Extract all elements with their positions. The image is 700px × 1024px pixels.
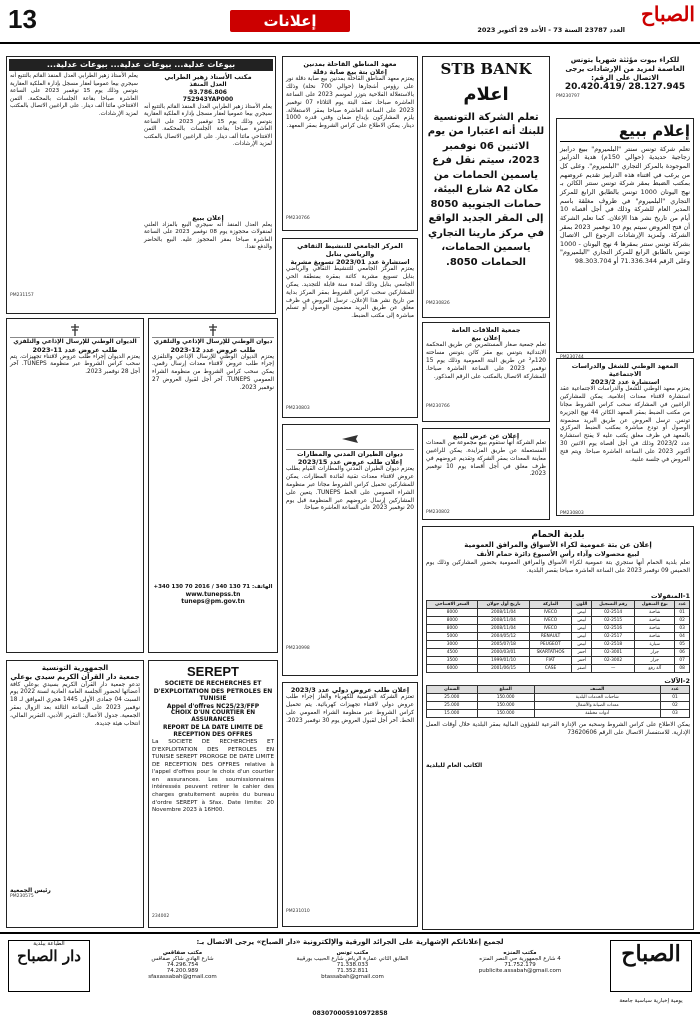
nabeul-ref: PM230803 <box>286 406 310 412</box>
table-cell: 02-2514 <box>592 609 635 617</box>
equipment-body: تعلم الشركة أنها ستقوم ببيع مجموعة من المعدات المستعملة عن طريق المزايدة. يمكن للراغبين معاينة المعدات بمقر الشركة وتقديم عروضهم في ظرف مغلق في أجل أقصاه يوم 10 نوفمبر 2023. <box>426 440 546 478</box>
tunisia-title: الجمهورية التونسية <box>41 664 109 672</box>
table-header: الماركة <box>529 601 572 609</box>
table-cell: شاحنات الخدمات البلدية <box>534 694 660 702</box>
serept-logo: SEREPT <box>186 664 239 679</box>
table-row <box>427 641 690 649</box>
table-header: عدد <box>675 601 690 609</box>
antenna-icon <box>207 323 219 337</box>
footer-left-badge <box>8 940 90 992</box>
table-cell: FIAT <box>529 657 572 665</box>
table-cell: IVECO <box>529 617 572 625</box>
footer-left-sub: الطباعة ببلدية <box>33 941 65 947</box>
footer-left-tag: دار الصباح <box>17 947 81 965</box>
table-cell: معدات الصيانة والأشغال <box>534 702 660 710</box>
table-header: اللون <box>572 601 592 609</box>
table-header: نوع المنقول <box>635 601 675 609</box>
broadcast2-web: www.tunepss.tn <box>185 590 241 598</box>
table-cell: أبيض <box>572 641 592 649</box>
section-title: إعلانات <box>230 10 350 32</box>
table-row <box>427 609 690 617</box>
office1-name: مكتب المنزه <box>503 950 537 956</box>
table-row <box>427 710 690 718</box>
broadcast1-body: يعتزم الديوان إجراء طلب عروض لاقتناء تجهيزات. يتم سحب كراس الشروط عبر منظومة TUNEPS. آخر أجل 28 نوفمبر 2023. <box>10 353 141 376</box>
nabeul-body: يعتزم المركز الجامعي للتنشيط الثقافي والرياضي بنابل تسويغ مشربة كائنة بمقره بمنطقة الحي الجامعي بنابل وذلك لمدة سنة قابلة للتجديد. يمكن للمشاركين سحب كراس الشروط بمقر المركز بداية من تاريخ نشر هذا الإعلان. ترسل العروض في ظرف مغلق عن طريق البريد مضمون الوصول أو تسلم مباشرة إلى مكتب الضبط. <box>286 266 414 320</box>
sale-notice <box>556 118 694 353</box>
table-cell: 06 <box>675 649 690 657</box>
office2-tel: 71.338.033 <box>336 962 369 968</box>
international-tender <box>282 682 418 927</box>
office1-tel: 71.752.179 <box>504 962 536 968</box>
judicial-sales <box>6 56 276 314</box>
table-header: عدد <box>660 686 689 694</box>
lawyer-subtitle: العدل المنفذ <box>189 81 227 89</box>
association-ad <box>422 322 550 422</box>
table-cell: أبيض <box>572 625 592 633</box>
institute-body: يعتزم معهد الوطني للشغل والدراسات الاجتماعية عقد استشارة لاقتناء معدات إعلامية. يمكن للمشاركين الراغبين في المشاركة سحب كراس الشروط مجانا من مكتب الضبط بمقر المعهد الكائن 44 نهج الجزيرة تونس. ترسل العروض عن طريق البريد مضمونة الوصول أو تودع مباشرة بمكتب الضبط المركزي بالمعهد في ظرف مغلق يكتب عليه لا يفتح استشارة عدد 2023/2 وذلك في أجل أقصاه يوم الاثنين 30 أكتوبر 2023 على الساعة العاشرة صباحا. ويتم فتح العروض في جلسة علنية. <box>560 386 690 463</box>
municipality-heading: بلدية الحمام <box>531 530 585 540</box>
table-row <box>427 617 690 625</box>
serept-body: La SOCIETE DE RECHERCHES ET D'EXPLOITATION DES PETROLES EN TUNISIE SEREPT PROROGE DE DATE LIMITE DE RECEPTION DES OFFRES relative à l'appel d'offres pour le choix d'un courtier en assurances. Les soumissionnaires intéressés peuvent retirer le cahier des charges gratuitement auprès du bureau d'ordre SEREPT à Sfax. Date limite: 20 Novembre 2023 à 16H00. <box>152 739 274 814</box>
table-cell: 07 <box>675 657 690 665</box>
municipality-title: إعلان عن بتة عمومية لكراء الأسواق والمرافق العمومية <box>464 541 652 550</box>
table-cell: 02-3002 <box>592 657 635 665</box>
footer-office-3 <box>100 950 265 980</box>
table-cell: 1999/01/10 <box>478 657 529 665</box>
table-row <box>427 665 690 673</box>
aviation-subtitle: إعلان طلب عروض عدد 2023/15 <box>297 458 403 467</box>
tunisia-ref: PM230575 <box>10 894 34 899</box>
table-cell: CASE <box>529 665 572 673</box>
vehicles-table <box>426 600 690 673</box>
table-row <box>427 633 690 641</box>
table-cell: 02 <box>660 702 689 710</box>
table-cell: 25.000 <box>427 702 478 710</box>
table-cell: 08 <box>675 665 690 673</box>
stb-logo <box>426 60 546 78</box>
broadcast2-phone: الهاتف: 71 130 340 / 2016 70 130 340+ <box>153 583 273 590</box>
broadcast2-title: ديوان الوطني للإرسال الإذاعي والتلفزي <box>153 338 273 345</box>
office2-email: btassabah@gmail.com <box>321 974 384 980</box>
table-row <box>427 702 690 710</box>
broadcast2-email: tuneps@pm.gov.tn <box>181 598 245 605</box>
intl-title: إعلان طلب عروض دولي عدد 2023/3 <box>290 686 410 694</box>
table-cell: 02-2518 <box>592 641 635 649</box>
tunisia-body: تدعو جمعية دار القرآن الكريم بسيدي بوعلي كافة أعضائها لحضور الجلسة العامة العادية لسنة 2022 يوم السبت 04 جمادى الأولى 1445 هجري الموافق لـ 18 نوفمبر 2023 على الساعة الثالثة بعد الزوال بمقر الجمعية. جدول الأعمال: التقرير الأدبي، التقرير المالي، انتخاب هيئة جديدة. <box>10 681 141 727</box>
table-row <box>427 694 690 702</box>
footer-bar <box>0 932 700 1024</box>
stb-logo-text: STB BANK <box>440 60 532 78</box>
table-cell: 6000 <box>427 665 478 673</box>
arid-ref: PM230766 <box>286 216 310 222</box>
tunisia-sign: رئيس الجمعية <box>10 886 51 894</box>
association-title: جمعية العلاقات العامة <box>451 326 521 334</box>
municipality-footer: يمكن الاطلاع على كراس الشروط وسحبه من الإدارة الفرعية للشؤون المالية بمقر البلدية خلال أوقات العمل الإدارية. للاستفسار الاتصال على الرقم 73620606 <box>426 722 690 736</box>
table-cell: 3000 <box>427 641 478 649</box>
equipment-sale-ad <box>422 428 550 520</box>
institute-title: المعهد الوطني للشغل والدراسات الاجتماعية <box>571 362 679 379</box>
table-cell: 2008/11/04 <box>478 625 529 633</box>
association-body: تعلم جمعية صغار المستثمرين عن طريق المحكمة الابتدائية بتونس بيع مقر كائن بتونس مساحته 120م² عن طريق البتة العمومية وذلك يوم 15 نوفمبر 2023 على الساعة العاشرة صباحا. للمشاركة الاتصال بالمكتب على الرقم المذكور. <box>426 342 547 380</box>
aviation-title: ديوان الطيران المدني والمطارات <box>296 450 404 458</box>
municipality-subtitle: لبيع محصولات وآداء رأس الأسبوع دائرة حمام الأنف <box>476 550 640 558</box>
aviation-ref: PM230998 <box>286 646 310 652</box>
serept-title: SOCIETE DE RECHERCHES ET D'EXPLOITATION DES PETROLES EN TUNISIE <box>153 680 273 703</box>
table-cell: 4500 <box>427 649 478 657</box>
table-cell: 02-3001 <box>592 649 635 657</box>
auction-title: إعلان ببيع <box>192 213 224 222</box>
page-number: 13 <box>8 4 37 34</box>
arid-regions-ad <box>282 56 418 231</box>
table-cell: SKARTATHOS <box>529 649 572 657</box>
rental-ad <box>556 56 694 108</box>
municipality-body: تعلم بلدية الحمام أنها ستجري بتة عمومية لكراء الأسواق والمرافق العمومية بحضور المشاركين وذلك يوم الخميس 09 نوفمبر 2023 على الساعة العاشرة صباحا بقصر البلدية. <box>426 560 690 574</box>
airplane-icon <box>341 432 359 446</box>
table-cell: 25.000 <box>427 694 478 702</box>
table-cell: 8000 <box>427 617 478 625</box>
serept-line-2: REPORT DE LA DATE LIMITE DE RECEPTION DES OFFRES <box>162 724 264 738</box>
broadcast1-subtitle: طلب عروض عدد 11-2023 <box>32 345 118 354</box>
table-cell: 03 <box>675 625 690 633</box>
table-cell: 15.000 <box>427 710 478 718</box>
section1-label: 1-المنقولات <box>650 592 690 601</box>
broadcast-tender-2 <box>148 318 278 653</box>
table-cell: 5000 <box>427 633 478 641</box>
institute-subtitle: استشارة عدد 2023/2 <box>590 378 660 387</box>
office1-email: publicite.assabah@gmail.com <box>478 968 562 974</box>
table-cell: أصفر <box>572 665 592 673</box>
quran-association-ad <box>6 660 144 928</box>
table-cell: أبيض <box>572 617 592 625</box>
table-header: الصنف <box>534 686 660 694</box>
table-cell: — <box>592 665 635 673</box>
judicial-left-block <box>10 73 138 298</box>
table-cell: 04 <box>675 633 690 641</box>
serept-ad <box>148 660 278 928</box>
table-cell: 02-2516 <box>592 625 635 633</box>
rental-ref: PM230797 <box>556 93 580 99</box>
footer-office-2 <box>270 950 435 980</box>
broadcast-tender-1 <box>6 318 144 653</box>
sale-title: إعلام ببيع <box>560 122 690 142</box>
table-row <box>427 657 690 665</box>
judicial-left-body: يعلم الأستاذ زهير الطرابي العدل المنفذ القائم بالتتبع أنه سيجري بيعا عموميا لعقار مسجل بإدارة الملكية العقارية بتونس وذلك يوم 15 نوفمبر 2023 على الساعة العاشرة صباحا بقاعة الجلسات بالمحكمة. الثمن الافتتاحي مائتا ألف دينار. على الراغبين الاتصال بالمكتب لمزيد الإرشادات. <box>10 73 138 117</box>
aviation-logo <box>286 428 414 450</box>
table-cell: أبيض <box>572 609 592 617</box>
office2-addr: الطابق الثاني عمارة الرياض شارع الحبيب بورقيبة <box>296 956 409 962</box>
table-cell: 2008/11/04 <box>478 609 529 617</box>
table-row <box>427 649 690 657</box>
office1-addr: 4 شارع الجمهورية حي النصر المنزه <box>479 956 561 962</box>
broadcast2-body: يعتزم الديوان الوطني للإرسال الإذاعي والتلفزي إجراء طلب عروض لاقتناء معدات إرسال رقمي. يمكن سحب كراس الشروط من منظومة الشراء العمومي TUNEPS. آخر أجل لقبول العروض 27 نوفمبر 2023. <box>152 353 274 391</box>
table-cell: جرار <box>635 657 675 665</box>
office3-tel: 74.296.754 <box>166 962 199 968</box>
table-cell: آلة رفع <box>635 665 675 673</box>
table-cell: جرار <box>635 649 675 657</box>
table-cell: شاحنة <box>635 609 675 617</box>
table-header: تاريخ أول جولان <box>478 601 529 609</box>
serept-ref: 234002 <box>152 914 170 920</box>
aviation-tender <box>282 424 418 676</box>
table-cell: 2005/07/18 <box>478 641 529 649</box>
nabeul-subtitle: استشارة عدد 2023/01 تسويغ مشربة <box>290 258 410 267</box>
table-cell: 2000/03/01 <box>478 649 529 657</box>
sale-body: تعلم شركة تونس سنتر "البلميروم" ببيع درابيز زجاجية حديدية (حوالي 150م) هدية الدرابيز الموجودة بالمركز التجاري "البلميروم". وعلى كل من يرغب في اقتناء هذه الدرابيز تقديم عروضهم بمكتب الضبط بمقر شركة تونس سنتر الكائن بـ نهج اليونان 1000 تونس بالطابق الرابع للمركز التجاري "البلميروم" في ظروف مغلقة باسم المدير العام للشركة وذلك في أجل أقصاه 10 أيام من تاريخ نشر هذا الإعلان. كما تعلم الشركة أن فتح العروض سيتم يوم 10 نوفمبر 2023 بمقر الشركة. ولمزيد الإرشادات الرجوع الى الاتصال بشركة تونس سنتر بمقرها 4 نهج اليونان - 1000 تونس بالطابق الرابع للمركز التجاري "البلميروم" وعلى الرقم 71.336.344 أو 98.303.704 <box>560 144 690 266</box>
table-cell: 8000 <box>427 625 478 633</box>
page-header <box>0 0 700 44</box>
table-row <box>427 625 690 633</box>
lawyer-fax: 752943YAP000 <box>182 96 234 104</box>
masthead-text: الصباح <box>640 2 695 26</box>
office3-addr: شارع الهادي شاكر صفاقس <box>151 956 214 962</box>
table-cell: IVECO <box>529 625 572 633</box>
auction-ref: PM231157 <box>10 293 34 298</box>
broadcast1-logo <box>10 322 140 338</box>
table-cell: 01 <box>660 694 689 702</box>
nabeul-center-ad <box>282 238 418 418</box>
table-cell: IVECO <box>529 609 572 617</box>
table-header: رقم التسجيل <box>592 601 635 609</box>
serept-line-1: CHOIX D'UN COURTIER EN ASSURANCES <box>170 710 256 724</box>
office3-email: sfaxassabah@gmail.com <box>148 974 217 980</box>
machines-table <box>426 685 690 718</box>
table-cell: PEUGEOT <box>529 641 572 649</box>
lawyer-title: مكتب الأستاذ زهير الطرابي <box>164 73 252 81</box>
masthead-logo <box>585 2 695 26</box>
table-cell: 01 <box>675 609 690 617</box>
table-cell: شاحنة <box>635 617 675 625</box>
lawyer-block <box>144 73 272 282</box>
intl-ref: PM231010 <box>286 909 310 915</box>
municipality-sign: الكاتب العام للبلدية <box>426 762 483 770</box>
antenna-icon <box>69 323 81 337</box>
office2-tel2: 71.352.811 <box>336 968 369 974</box>
rental-line-2: العاصمة لمزيد من الإرشادات يرجى <box>565 64 685 73</box>
section2-label: 2-الآلات <box>664 677 690 686</box>
table-cell: سيارة <box>635 641 675 649</box>
broadcast1-title: الديوان الوطني للإرسال الإذاعي والتلفزي <box>13 338 137 345</box>
arid-title: معهد المناطق القاحلة بمدنين <box>303 60 397 68</box>
footer-office-1 <box>440 950 600 974</box>
table-cell: 2001/06/15 <box>478 665 529 673</box>
municipality-auction <box>422 526 694 930</box>
office3-tel2: 74.200.989 <box>166 968 199 974</box>
rental-line-1: للكراء بيوت مؤثثة شهريا بتونس <box>570 56 680 64</box>
table-cell: أحمر <box>572 657 592 665</box>
broadcast2-subtitle: طلب عروض عدد 12-2023 <box>170 345 256 354</box>
nabeul-title: المركز الجامعي للتنشيط الثقافي والرياضي بنابل <box>297 242 403 259</box>
table-cell: 03 <box>660 710 689 718</box>
table-cell: 150.000 <box>477 702 534 710</box>
footer-masthead <box>610 940 692 992</box>
equipment-ref: PM230802 <box>426 510 450 516</box>
rental-phone: 20.420.419/ 28.127.945 <box>564 82 686 93</box>
footer-masthead-text: الصباح <box>621 941 681 967</box>
institute-notice <box>556 358 694 516</box>
table-cell: أدوات مختلفة <box>534 710 660 718</box>
table-cell: 02-2517 <box>592 633 635 641</box>
lawyer-phone: 93.786.806 <box>189 88 227 96</box>
issue-info: العدد 23787 السنة 73 - الأحد 29 أكتوبر 2023 <box>477 26 625 34</box>
table-cell: 05 <box>675 641 690 649</box>
footer-phone: 083070005910972858 <box>312 1010 388 1017</box>
tunisia-subtitle: جمعية دار القرآن الكريم سيدي بوعلي <box>10 672 140 681</box>
judicial-banner: بيوعات عدلية... بيوعات عدلية... بيوعات عدلية... <box>9 59 273 71</box>
intl-body: تعتزم الشركة التونسية للكهرباء والغاز إجراء طلب عروض دولي لاقتناء تجهيزات كهربائية. يتم تحميل كراس الشروط عبر منظومة الشراء العمومي على الخط. آخر أجل لقبول العروض يوم 30 نوفمبر 2023. <box>286 694 414 724</box>
stb-ref: PM230826 <box>426 300 450 306</box>
footer-cta: لجميع إعلاناتكم الإشهارية على الجرائد الورقية والإلكترونية «دار الصباح» يرجى الاتصال بـ: <box>196 938 504 946</box>
table-cell: RENAULT <box>529 633 572 641</box>
table-cell: أبيض <box>572 633 592 641</box>
arid-subtitle: إعلان بتة بيع صابة دقلة <box>312 68 388 77</box>
aviation-body: يعتزم ديوان الطيران المدني والمطارات القيام بطلب عروض لاقتناء معدات تقنية لفائدة المطارات. يمكن للمشاركين تحميل كراس الشروط مجانا عبر منظومة الشراء العمومي على الخط TUNEPS. يتعين على المشاركين إرسال عروضهم عبر المنظومة قبل يوم 20 نوفمبر 2023 على الساعة العاشرة صباحا. <box>286 466 414 512</box>
table-cell: 3500 <box>427 657 478 665</box>
table-cell: 2008/11/04 <box>478 617 529 625</box>
office3-name: مكتب صفاقس <box>162 950 203 956</box>
arid-body: يعتزم معهد المناطق القاحلة بمدنين بيع صابة دقلة نور على رؤوس أشجارها (حوالي 700 نخلة) وذلك بالاستغلالة الفلاحية بتوزر لموسم 2023 على الساعة العاشرة صباحا. تعقد البتة يوم الثلاثاء 07 نوفمبر 2023 على الساعة العاشرة صباحا بمقر الاستغلالة. يلزم المشاركون بإيداع ضمان وقتي قدره 1000 دينار. يمكن الاطلاع على كراس الشروط بمقر المعهد. <box>286 76 414 130</box>
table-cell: 150.000 <box>477 694 534 702</box>
table-cell: 8000 <box>427 609 478 617</box>
table-cell: 02 <box>675 617 690 625</box>
stb-bank-ad <box>422 56 550 318</box>
table-cell: 2004/05/12 <box>478 633 529 641</box>
institute-ref: PM230803 <box>560 511 584 517</box>
equipment-title: إعلان عن عرض للبيع <box>452 432 520 440</box>
table-header: الضمان <box>427 686 478 694</box>
lawyer-sale-body: يعلم الأستاذ زهير الطرابي العدل المنفذ القائم بالتتبع أنه سيجري بيعا عموميا لعقار مسجل بإدارة الملكية العقارية بتونس وذلك يوم 15 نوفمبر 2023 على الساعة العاشرة صباحا بقاعة الجلسات بالمحكمة. الثمن الافتتاحي مائتا ألف دينار. على الراغبين الاتصال بالمكتب لمزيد الإرشادات. <box>144 103 272 148</box>
table-header: السعر الافتتاحي <box>427 601 478 609</box>
rental-line-3: الاتصال على الرقم: <box>591 73 659 82</box>
table-cell: شاحنة <box>635 633 675 641</box>
auction-body: يعلم العدل المنفذ أنه سيجري البيع بالمزاد العلني لمنقولات محجوزة يوم 08 نوفمبر 2023 على الساعة العاشرة صباحا بمقر المحجوز عليه. البيع بالحاضر والدفع نقدا. <box>144 221 273 251</box>
serept-subtitle: Appel d'offres NC25/23/FFP <box>166 702 260 710</box>
stb-title: اعلام <box>463 84 509 105</box>
broadcast-logo <box>152 322 274 338</box>
table-header: المبلغ <box>477 686 534 694</box>
footer-tagline: يومية إخبارية سياسية جامعة <box>619 998 683 1004</box>
stb-body: تعلم الشركة التونسية للبنك أنه اعتبارا من يوم الاثنين 06 نوفمبر 2023، سيتم نقل فرع ياسمين الحمامات من مكان A2 شارع البيئة، حمامات الجنوبية 8050 إلى المقر الجديد الواقع في مركز مارينا التجاري ياسمين الحمامات، الحمامات 8050. <box>427 111 545 268</box>
table-cell: 150.000 <box>477 710 534 718</box>
association-ref: PM230766 <box>426 404 450 410</box>
table-cell: شاحنة <box>635 625 675 633</box>
table-cell: 02-2515 <box>592 617 635 625</box>
office2-name: مكتب تونس <box>336 950 369 956</box>
association-subtitle: إعلان بيع <box>471 334 501 343</box>
table-cell: أحمر <box>572 649 592 657</box>
